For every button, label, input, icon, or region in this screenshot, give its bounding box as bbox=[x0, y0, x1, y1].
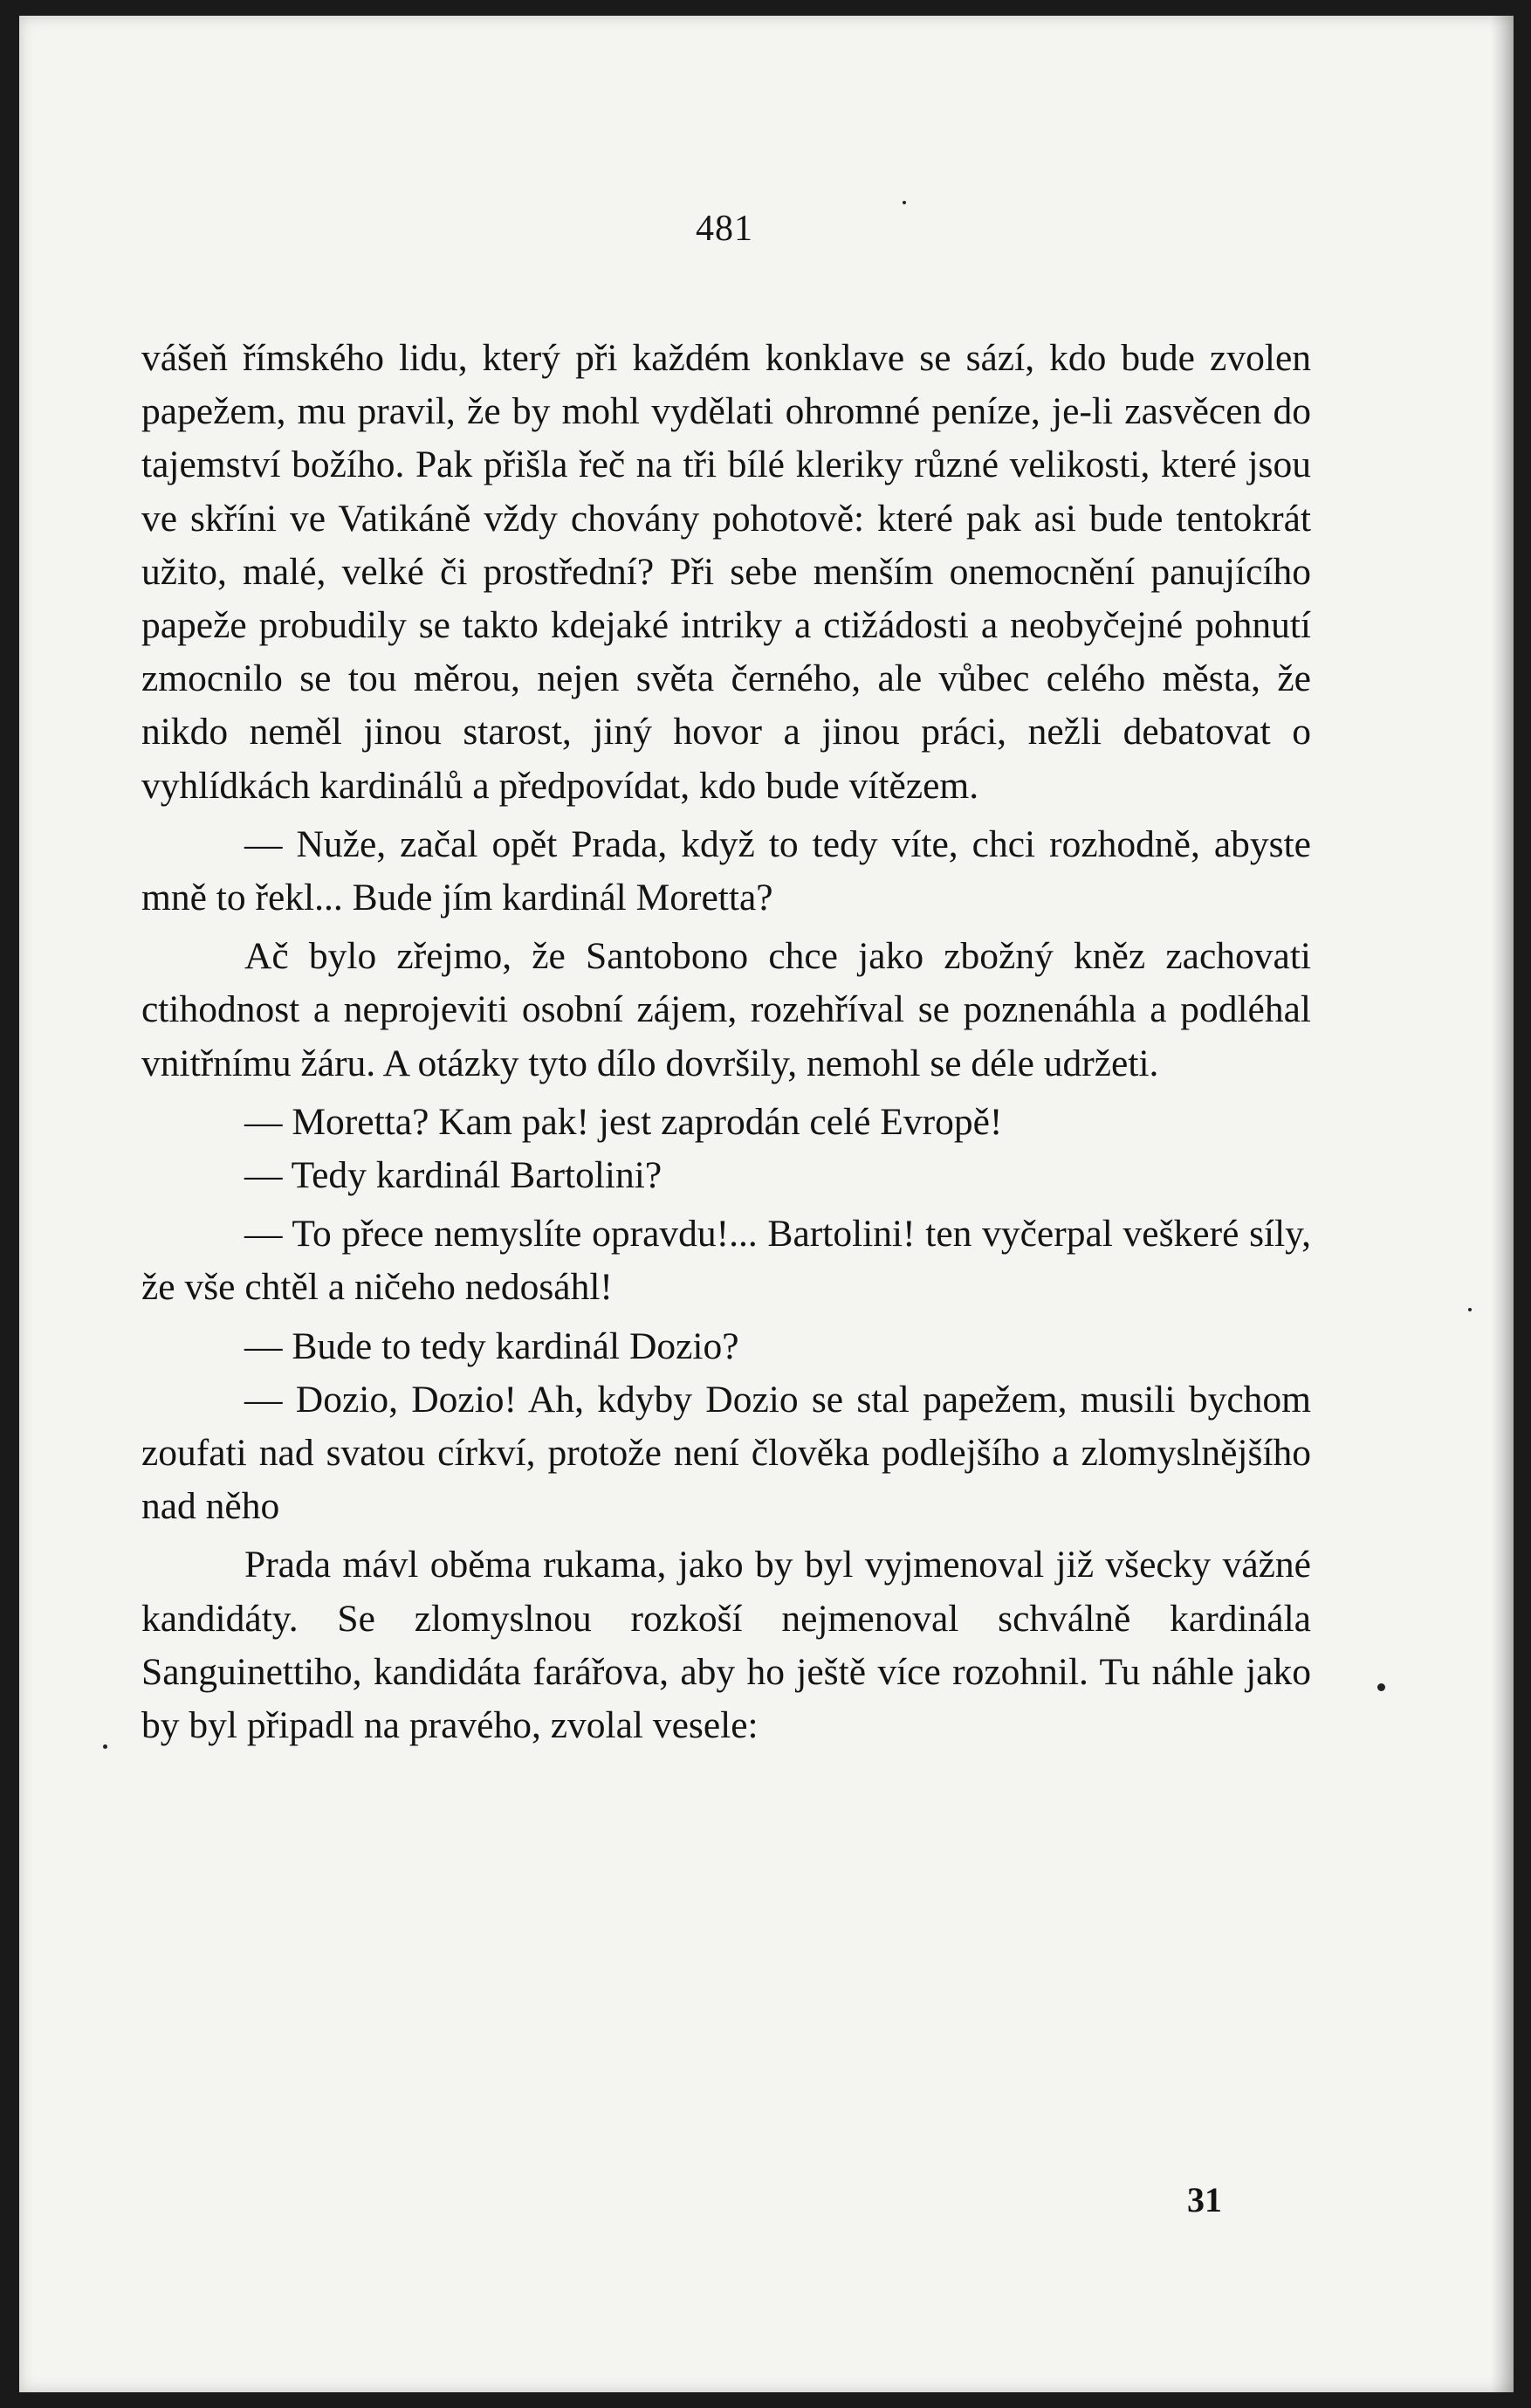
paragraph-8: — Dozio, Dozio! Ah, kdyby Dozio se stal papežem, musili bychom zoufati nad svatou církví, protože není člověka podlejšího a zlomyslnějšího nad něho bbox=[141, 1378, 1311, 1528]
print-speck bbox=[103, 1744, 107, 1749]
page-number: 481 bbox=[696, 209, 753, 249]
paragraph-2: — Nuže, začal opět Prada, když to tedy víte, chci rozhodně, abyste mně to řekl... Bude jím kardinál Moretta? bbox=[141, 822, 1311, 919]
paragraph-5: — Tedy kardinál Bartolini? bbox=[244, 1154, 663, 1197]
paragraph-6: — To přece nemyslíte opravdu!... Bartolini! ten vyčerpal veškeré síly, že vše chtěl a ničeho nedosáhl! bbox=[141, 1213, 1311, 1309]
paragraph-1: vášeň římského lidu, který při každém konklave se sází, kdo bude zvolen papežem, mu pravil, že by mohl vydělati ohromné peníze, je-li zasvěcen do tajemství božího. Pak přišla řeč na tři bílé kleriky různé velikosti, které jsou ve skříni ve Vatikáně vždy chovány pohotově: které pak asi bude tentokrát užito, malé, velké či prostřední? Při sebe menším onemocnění panujícího papeže probudily se takto kdejaké intriky a ctižádosti a neobyčejné pohnutí zmocnilo se tou měrou, nejen světa černého, ale vůbec celého města, že nikdo neměl jinou starost, jiný hovor a jinou práci, nežli debatovat o vyhlídkách kardinálů a předpovídat, kdo bude vítězem. bbox=[141, 337, 1311, 807]
print-speck bbox=[1377, 1683, 1385, 1691]
print-speck bbox=[1468, 1308, 1472, 1311]
book-page bbox=[19, 16, 1514, 2392]
page-edge-shadow bbox=[1491, 16, 1514, 2392]
body-text bbox=[141, 332, 1311, 1752]
paragraph-9: Prada mávl oběma rukama, jako by byl vyjmenoval již všecky vážné kandidáty. Se zlomyslnou rozkoší nejmenoval schválně kardinála Sanguinettiho, kandidáta farářova, aby ho ještě více rozohnil. Tu náhle jako by byl připadl na pravého, zvolal vesele: bbox=[141, 1544, 1311, 1747]
paragraph-4: — Moretta? Kam pak! jest zaprodán celé Evropě! bbox=[244, 1100, 1003, 1143]
print-speck bbox=[903, 201, 906, 204]
signature-mark: 31 bbox=[1187, 2180, 1222, 2219]
paragraph-3: Ač bylo zřejmo, že Santobono chce jako zbožný kněz zachovati ctihodnost a neprojeviti osobní zájem, rozehříval se poznenáhla a podléhal vnitřnímu žáru. A otázky tyto dílo dovršily, nemohl se déle udržeti. bbox=[141, 935, 1311, 1084]
paragraph-7: — Bude to tedy kardinál Dozio? bbox=[244, 1324, 739, 1367]
